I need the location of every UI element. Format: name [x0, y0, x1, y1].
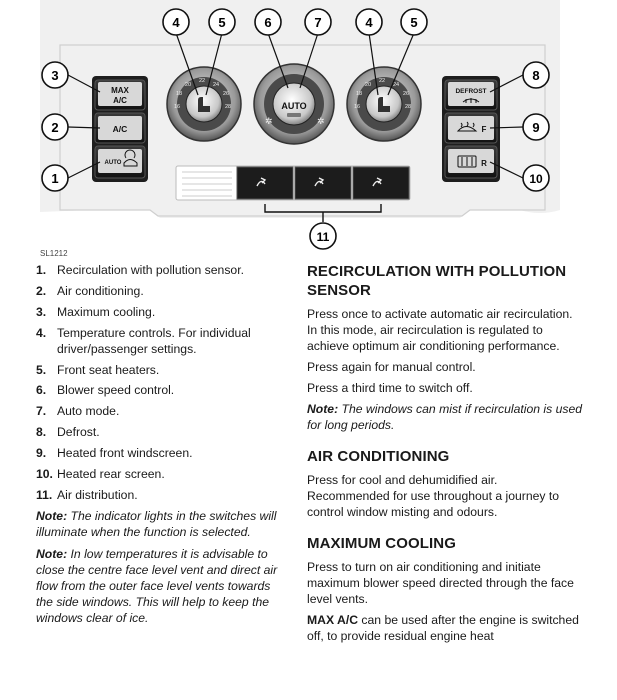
legend-text: Air distribution. — [57, 487, 138, 502]
callout-label: 10 — [529, 172, 543, 186]
callout-7 — [305, 9, 331, 35]
passenger-temp-knob — [347, 67, 421, 141]
note-text: In low temperatures it is advisable to close the centre face level vent and direct air flow from the outer face level vents towards the side windows. This will help to keep the windows clear of ice. — [36, 546, 278, 625]
rear-screen-label: R — [481, 159, 487, 168]
blower-speed-knob — [254, 64, 334, 144]
legend-number: 7. — [36, 404, 47, 419]
dial-mark: 28 — [225, 104, 232, 110]
legend-number: 8. — [36, 425, 47, 440]
callout-5-left — [209, 9, 235, 35]
dial-mark: 24 — [213, 82, 220, 88]
callout-label: 9 — [532, 120, 540, 135]
section-heading: MAXIMUM COOLING — [307, 535, 456, 552]
legend-item — [36, 362, 286, 378]
dial-mark: 24 — [393, 82, 400, 88]
legend-item — [36, 466, 286, 482]
legend-number: 9. — [36, 446, 47, 461]
callout-label: 6 — [264, 15, 272, 30]
callout-label: 4 — [172, 15, 180, 30]
section-maximum-cooling — [307, 534, 582, 644]
legend-number: 2. — [36, 283, 47, 298]
callout-8 — [523, 62, 549, 88]
callout-label: 11 — [316, 230, 330, 244]
callout-label: 7 — [314, 15, 322, 30]
legend-text: Temperature controls. For individual driver/passenger settings. — [57, 325, 251, 356]
legend-item — [36, 262, 286, 278]
callout-6 — [255, 9, 281, 35]
callout-label: 8 — [532, 68, 540, 83]
max-ac-label-line1: MAX — [111, 86, 129, 95]
legend-number: 4. — [36, 325, 47, 340]
legend-item — [36, 325, 286, 357]
legend-number: 6. — [36, 383, 47, 398]
legend-column — [36, 262, 286, 632]
note-label: Note: — [36, 546, 68, 561]
legend-item — [36, 283, 286, 299]
recirculation-note — [307, 401, 582, 433]
low-temperature-note — [36, 546, 286, 626]
legend-text: Air conditioning. — [57, 283, 144, 298]
paragraph: Press to turn on air conditioning and initiate maximum blower speed directed through the face level vents. — [307, 560, 574, 606]
legend-item — [36, 487, 286, 503]
dial-mark: 28 — [405, 104, 412, 110]
dial-mark: 18 — [356, 91, 363, 97]
legend-number: 5. — [36, 362, 47, 377]
auto-knob-label: AUTO — [281, 101, 307, 111]
dial-mark: 16 — [354, 104, 361, 110]
callout-3 — [42, 62, 68, 88]
legend-number: 10. — [36, 467, 53, 482]
dial-mark: 26 — [403, 91, 410, 97]
legend-item — [36, 304, 286, 320]
callout-label: 5 — [218, 15, 226, 30]
callout-4-left — [163, 9, 189, 35]
section-air-conditioning — [307, 447, 582, 520]
description-column — [307, 262, 582, 658]
note-label: Note: — [36, 508, 68, 523]
fan-high-icon: ✲ — [317, 116, 325, 126]
legend-text: Blower speed control. — [57, 383, 175, 398]
driver-temp-knob — [167, 67, 241, 141]
legend-item — [36, 445, 286, 461]
defrost-label: DEFROST — [455, 88, 487, 95]
paragraph-text: can be used after the engine is switched off, to provide residual engine heat — [307, 613, 579, 643]
paragraph: Press for cool and dehumidified air. Recommended for use throughout a journey to control window misting and odours. — [307, 473, 560, 519]
indicator-note — [36, 508, 286, 540]
section-heading: RECIRCULATION WITH POLLUTION SENSOR — [307, 263, 567, 299]
note-text: The indicator lights in the switches will illuminate when the function is selected. — [36, 508, 277, 539]
dial-mark: 26 — [223, 91, 230, 97]
legend-text: Defrost. — [57, 425, 100, 440]
dial-mark: 20 — [365, 82, 372, 88]
auto-recirc-label: AUTO — [104, 160, 122, 166]
legend-item — [36, 403, 286, 419]
callout-label: 2 — [51, 120, 59, 135]
ac-label: A/C — [112, 124, 128, 134]
legend-text: Heated rear screen. — [57, 467, 165, 482]
max-ac-bold: MAX A/C — [307, 613, 359, 627]
climate-control-diagram — [0, 0, 617, 262]
fan-low-icon: ✲ — [265, 116, 273, 126]
callout-10 — [523, 165, 549, 191]
legend-text: Front seat heaters. — [57, 362, 160, 377]
callout-label: 5 — [410, 15, 418, 30]
legend-item — [36, 424, 286, 440]
callout-1 — [42, 165, 68, 191]
legend-number: 3. — [36, 304, 47, 319]
legend-text: Auto mode. — [57, 404, 120, 419]
callout-label: 4 — [365, 15, 373, 30]
paragraph: Press again for manual control. — [307, 360, 476, 374]
dial-mark: 16 — [174, 104, 181, 110]
note-label: Note: — [307, 402, 339, 416]
paragraph: Press once to activate automatic air recirculation. In this mode, air recirculation is regulated to achieve optimum air conditioning performance. — [307, 307, 573, 353]
dial-mark: 22 — [199, 78, 206, 84]
dial-mark: 20 — [185, 82, 192, 88]
legend-text: Heated front windscreen. — [57, 446, 193, 461]
paragraph: Press a third time to switch off. — [307, 381, 473, 395]
note-text: The windows can mist if recirculation is used for long periods. — [307, 402, 583, 432]
dial-mark: 18 — [176, 91, 183, 97]
callout-11 — [310, 223, 336, 249]
dial-mark: 22 — [379, 78, 386, 84]
legend-text: Recirculation with pollution sensor. — [57, 263, 244, 277]
callout-2 — [42, 114, 68, 140]
left-button-stack — [92, 76, 148, 182]
legend-number: 11. — [36, 487, 53, 502]
callout-9 — [523, 114, 549, 140]
auto-indicator — [287, 113, 301, 117]
paragraph — [307, 612, 582, 644]
max-ac-label-line2: A/C — [113, 96, 127, 105]
callout-5-right — [401, 9, 427, 35]
legend-item — [36, 382, 286, 398]
callout-label: 3 — [51, 68, 59, 83]
legend-list — [36, 262, 286, 503]
section-recirculation — [307, 262, 582, 433]
callout-4-right — [356, 9, 382, 35]
legend-text: Maximum cooling. — [57, 304, 156, 319]
callout-label: 1 — [51, 171, 59, 186]
front-screen-label: F — [481, 125, 487, 134]
figure-reference: SL1212 — [40, 249, 68, 258]
legend-number: 1. — [36, 263, 47, 277]
section-heading: AIR CONDITIONING — [307, 448, 450, 465]
